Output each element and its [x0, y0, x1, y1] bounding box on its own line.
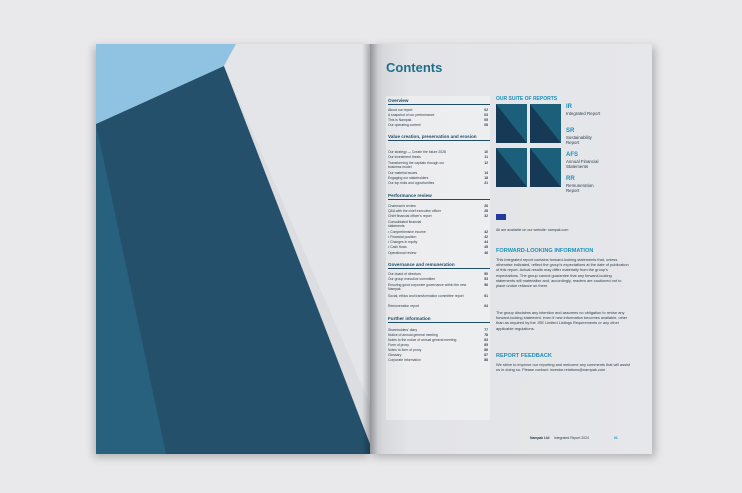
toc-row[interactable] [388, 155, 488, 159]
toc-row[interactable] [388, 230, 488, 234]
toc-row[interactable] [388, 176, 488, 180]
suite-title: OUR SUITE OF REPORTS [496, 96, 558, 102]
toc-row[interactable] [388, 161, 458, 169]
toc-row[interactable] [388, 171, 488, 175]
toc-page: 83 [484, 338, 488, 342]
toc-row[interactable] [388, 304, 488, 308]
toc-page: 05 [484, 118, 488, 122]
toc-row[interactable] [388, 343, 488, 347]
toc-row[interactable] [388, 245, 488, 249]
cover-art-page [96, 44, 370, 454]
toc-row[interactable] [388, 209, 488, 213]
toc-row[interactable] [388, 353, 488, 357]
toc-section-heading: Further information [388, 316, 490, 323]
toc-page: 56 [484, 283, 488, 287]
toc-label: A snapshot of our performance [388, 113, 435, 117]
afs-cover-thumbnail[interactable] [496, 148, 527, 187]
toc-page: 50 [484, 272, 488, 276]
toc-page: 21 [484, 181, 488, 185]
toc-page: 45 [484, 245, 488, 249]
toc-row[interactable] [388, 123, 488, 127]
forward-looking-paragraph: The group disclaims any intention and assumes no obligation to revise any forward-looking statement, even if new information becomes available, other than as required by the JSE Limited Listings Requirements or any other applicable regulations. [496, 310, 628, 331]
toc-page: 88 [484, 358, 488, 362]
toc-label: Our board of directors [388, 272, 421, 276]
report-name: Sustainability Report [566, 135, 592, 146]
report-name: Remuneration Report [566, 183, 594, 194]
toc-row[interactable] [388, 150, 488, 154]
toc-label: Transforming the capitals through our business model [388, 161, 445, 169]
toc-label: Chairman's review [388, 204, 416, 208]
toc-row[interactable] [388, 294, 468, 298]
toc-row[interactable] [388, 214, 488, 218]
toc-row[interactable] [388, 338, 488, 342]
toc-page: 87 [484, 353, 488, 357]
toc-label: Operational review [388, 251, 417, 255]
toc-page: 86 [484, 348, 488, 352]
toc-row[interactable] [388, 118, 488, 122]
toc-label: • Changes in equity [388, 240, 418, 244]
toc-label: This is Nampak [388, 118, 412, 122]
toc-label: Form of proxy [388, 343, 409, 347]
toc-row[interactable] [388, 283, 468, 291]
toc-page: 11 [484, 155, 488, 159]
toc-label: Engaging our stakeholders [388, 176, 429, 180]
toc-page: 42 [484, 230, 488, 234]
report-name: Integrated Report [566, 111, 601, 116]
toc-label: Our group executive committee [388, 277, 436, 281]
toc-section-heading: Overview [388, 98, 490, 105]
toc-row[interactable] [388, 251, 488, 255]
toc-row[interactable] [388, 277, 488, 281]
toc-page: 28 [484, 209, 488, 213]
report-code: RR [566, 176, 575, 182]
toc-page: 77 [484, 328, 488, 332]
feedback-paragraph: We strive to improve our reporting and welcome any comments that will assist us in doing so. Please contact: investor.relations@nampak.com [496, 362, 630, 373]
toc-label: Our strategy — Create the future 2028 [388, 150, 446, 154]
toc-label: Consolidated financial statements [388, 220, 422, 228]
toc-label: Our material issues [388, 171, 418, 175]
toc-page: 10 [484, 150, 488, 154]
toc-label: Q&A with the chief executive officer [388, 209, 442, 213]
book-spine-shadow [362, 44, 378, 454]
report-name: Annual Financial Statements [566, 159, 599, 170]
toc-row[interactable] [388, 181, 488, 185]
toc-page: 78 [484, 333, 488, 337]
toc-row[interactable] [388, 333, 488, 337]
forward-looking-heading: FORWARD-LOOKING INFORMATION [496, 248, 594, 254]
toc-label: Notice of annual general meeting [388, 333, 438, 337]
toc-label: • Financial position [388, 235, 417, 239]
toc-row[interactable] [388, 358, 488, 362]
toc-page: 61 [484, 294, 488, 298]
toc-page: 08 [484, 123, 488, 127]
toc-page: 46 [484, 251, 488, 255]
toc-row[interactable] [388, 108, 488, 112]
toc-label: • Comprehensive income [388, 230, 426, 234]
feedback-heading: REPORT FEEDBACK [496, 353, 552, 359]
toc-page: 12 [484, 161, 488, 165]
toc-label: Our top risks and opportunities [388, 181, 435, 185]
toc-section-heading: Governance and remuneration [388, 262, 490, 269]
toc-label: Ensuring good corporate governance within the new Nampak [388, 283, 467, 291]
toc-label: Remuneration report [388, 304, 420, 308]
geometric-artwork [96, 44, 370, 454]
report-code: IR [566, 104, 572, 110]
toc-label: Notes to the notice of annual general meeting [388, 338, 457, 342]
toc-row[interactable] [388, 348, 488, 352]
toc-label: Notes to form of proxy [388, 348, 422, 352]
toc-row[interactable] [388, 328, 488, 332]
contents-page [370, 44, 652, 454]
table-of-contents [386, 96, 490, 420]
toc-row[interactable] [388, 204, 488, 208]
toc-label: Glossary [388, 353, 402, 357]
toc-page: 85 [484, 343, 488, 347]
toc-page: 64 [484, 304, 488, 308]
toc-label: About our report [388, 108, 413, 112]
sr-cover-thumbnail[interactable] [530, 104, 561, 143]
ir-cover-thumbnail[interactable] [496, 104, 527, 143]
toc-label: Our investment thesis [388, 155, 421, 159]
footer-report: Integrated Report 2024 [554, 436, 589, 440]
flag-icon [496, 214, 506, 220]
toc-section-heading: Performance review [388, 193, 490, 200]
footer-page-number: 01 [614, 436, 618, 440]
toc-page: 26 [484, 204, 488, 208]
toc-row[interactable] [388, 220, 438, 228]
page-title: Contents [386, 60, 443, 75]
toc-label: Chief financial officer's report [388, 214, 432, 218]
toc-label: Corporate information [388, 358, 421, 362]
toc-page: 32 [484, 214, 488, 218]
toc-label: • Cash flows [388, 245, 407, 249]
toc-page: 14 [484, 171, 488, 175]
toc-page: 03 [484, 113, 488, 117]
footer-company: Nampak Ltd [530, 436, 550, 440]
toc-page: 53 [484, 277, 488, 281]
toc-row[interactable] [388, 240, 488, 244]
toc-label: Social, ethics and transformation committee report [388, 294, 464, 298]
toc-row[interactable] [388, 235, 488, 239]
availability-text: All are available on our website: nampak.com [496, 228, 569, 232]
toc-label: Shareholders' diary [388, 328, 418, 332]
report-code: SR [566, 128, 575, 134]
toc-row[interactable] [388, 272, 488, 276]
rr-cover-thumbnail[interactable] [530, 148, 561, 187]
report-code: AFS [566, 152, 578, 158]
toc-page: 02 [484, 108, 488, 112]
toc-section-heading: Value creation, preservation and erosion [388, 134, 490, 141]
toc-label: Our operating context [388, 123, 421, 127]
toc-page: 44 [484, 240, 488, 244]
toc-row[interactable] [388, 113, 488, 117]
toc-page: 18 [484, 176, 488, 180]
forward-looking-paragraph: This integrated report contains forward-looking statements that, unless otherwise indicated, reflect the group's expectations at the date of publication of this report. Actual results may differ materially from the group's expectations. The group cannot guarantee that any forward-looking statements will materialise and, accordingly, readers are cautioned not to place undue reliance on them. [496, 257, 629, 289]
toc-page: 42 [484, 235, 488, 239]
